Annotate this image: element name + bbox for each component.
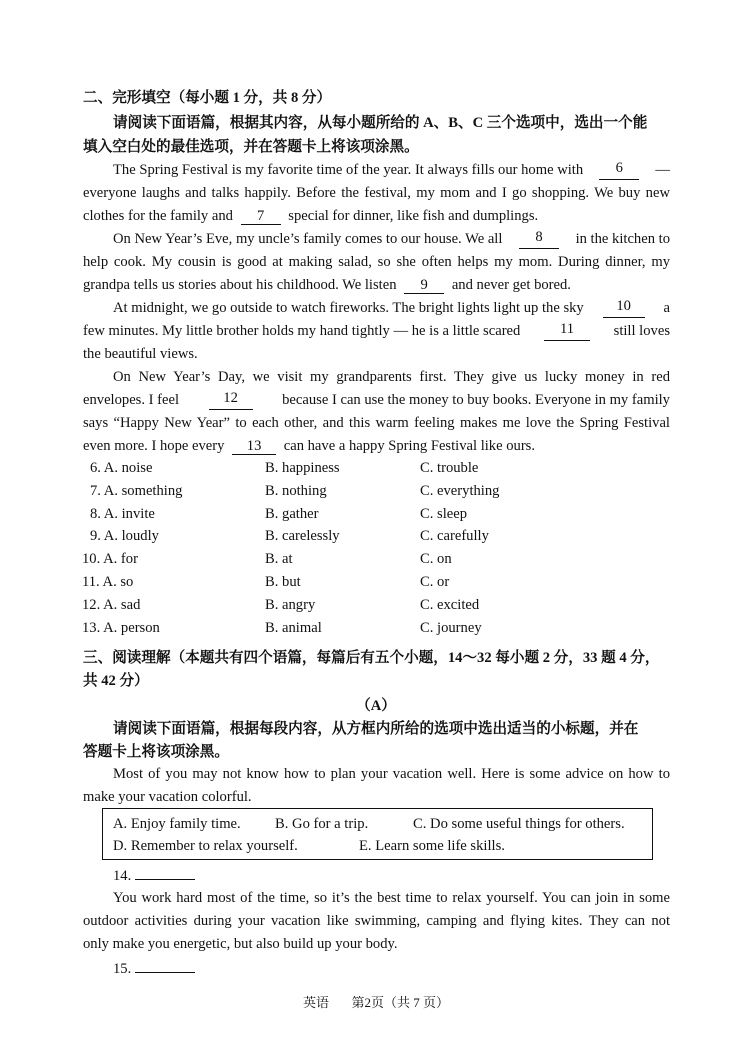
option-12-a: 12. A. sad (82, 597, 141, 613)
option-11-c: C. or (420, 574, 450, 590)
passage-line: On New Year’s Day, we visit my grandparents first. They give us lucky money in red (113, 369, 670, 385)
section-heading-reading-cont: 共 42 分） (83, 673, 149, 689)
question-15 (113, 958, 195, 979)
blank-10: 10 (603, 298, 645, 318)
passage-line (83, 436, 535, 456)
question-number: 14. (113, 868, 132, 884)
option-7-a: 7. A. something (90, 483, 183, 499)
box-option-e: E. Learn some life skills. (359, 838, 505, 854)
option-9-c: C. carefully (420, 528, 489, 544)
passage-line: help cook. My cousin is good at making salad, so she often helps my mom. During dinner, my (83, 254, 670, 270)
passage-text: a (663, 300, 670, 316)
option-12-b: B. angry (265, 597, 316, 613)
passage-line (83, 275, 571, 295)
box-option-d: D. Remember to relax yourself. (113, 838, 298, 854)
footer-page-number: 第2页（共 7 页） (351, 995, 450, 1010)
option-6-b: B. happiness (265, 460, 340, 476)
option-10-b: B. at (265, 551, 293, 567)
reading-intro-line: Most of you may not know how to plan your vacation well. Here is some advice on how to (113, 766, 670, 782)
option-8-c: C. sleep (420, 506, 468, 522)
option-8-b: B. gather (265, 506, 319, 522)
reading-instruction-line-2: 答题卡上将该项涂黑。 (83, 744, 229, 760)
blank-8: 8 (519, 229, 559, 249)
passage-text: clothes for the family and (83, 208, 233, 224)
part-label-a: （A） (356, 698, 396, 714)
blank-9: 9 (404, 277, 444, 294)
passage-text: grandpa tells us stories about his childhood. We listen (83, 277, 397, 293)
options-box (102, 808, 653, 860)
blank-6: 6 (599, 160, 639, 180)
passage-text: in the kitchen to (575, 231, 670, 247)
box-option-c: C. Do some useful things for others. (413, 816, 625, 832)
section-heading-cloze: 二、完形填空（每小题 1 分，共 8 分） (83, 90, 332, 106)
blank-7: 7 (241, 208, 281, 225)
passage-text: envelopes. I feel (83, 392, 180, 408)
passage-text: At midnight, we go outside to watch fireworks. The bright lights light up the sky (113, 300, 584, 316)
blank-13: 13 (232, 438, 276, 455)
passage-line: says “Happy New Year” to each other, and this warm feeling makes me love the Spring Festival (83, 415, 670, 431)
option-7-b: B. nothing (265, 483, 327, 499)
option-6-a: 6. A. noise (90, 460, 153, 476)
option-9-b: B. carelessly (265, 528, 340, 544)
answer-blank (135, 958, 195, 973)
para-14-line: only make you energetic, but also build up your body. (83, 936, 398, 952)
passage-line (83, 390, 670, 410)
passage-line: the beautiful views. (83, 346, 198, 362)
passage-text: still loves (613, 323, 670, 339)
option-11-a: 11. A. so (82, 574, 134, 590)
option-12-c: C. excited (420, 597, 480, 613)
question-14 (113, 865, 195, 886)
option-13-a: 13. A. person (82, 620, 160, 636)
para-14-line: You work hard most of the time, so it’s the best time to relax yourself. You can join in some (113, 890, 670, 906)
blank-11: 11 (544, 321, 590, 341)
passage-line (113, 160, 670, 180)
passage-line (83, 206, 538, 226)
option-7-c: C. everything (420, 483, 500, 499)
passage-text: even more. I hope every (83, 438, 225, 454)
option-13-c: C. journey (420, 620, 482, 636)
option-13-b: B. animal (265, 620, 322, 636)
passage-line (113, 229, 670, 249)
para-14-line: outdoor activities during your vacation like swimming, camping and flying kites. They can not (83, 913, 670, 929)
reading-instruction-line-1: 请阅读下面语篇，根据每段内容，从方框内所给的选项中选出适当的小标题，并在 (113, 721, 639, 737)
passage-line: everyone laughs and talks happily. Before the festival, my mom and I go shopping. We buy new (83, 185, 670, 201)
option-10-c: C. on (420, 551, 452, 567)
cloze-instruction-line-1: 请阅读下面语篇，根据其内容，从每小题所给的 A、B、C 三个选项中，选出一个能 (113, 115, 648, 131)
passage-text: special for dinner, like fish and dumplings. (288, 208, 539, 224)
option-10-a: 10. A. for (82, 551, 138, 567)
passage-text: few minutes. My little brother holds my hand tightly — he is a little scared (83, 323, 521, 339)
passage-line (113, 298, 670, 318)
passage-text: because I can use the money to buy books. Everyone in my family (282, 392, 670, 408)
cloze-instruction-line-2: 填入空白处的最佳选项，并在答题卡上将该项涂黑。 (83, 139, 419, 155)
footer-subject: 英语 (302, 995, 329, 1010)
passage-text: — (655, 162, 670, 178)
option-9-a: 9. A. loudly (90, 528, 159, 544)
passage-text: can have a happy Spring Festival like ours. (283, 438, 536, 454)
option-8-a: 8. A. invite (90, 506, 155, 522)
answer-blank (135, 865, 195, 880)
passage-text: The Spring Festival is my favorite time of the year. It always fills our home with (113, 162, 584, 178)
blank-12: 12 (209, 390, 253, 410)
page-footer (0, 994, 752, 1012)
box-option-b: B. Go for a trip. (275, 816, 369, 832)
question-number: 15. (113, 961, 132, 977)
option-6-c: C. trouble (420, 460, 479, 476)
passage-text: and never get bored. (451, 277, 571, 293)
section-heading-reading: 三、阅读理解（本题共有四个语篇，每篇后有五个小题，14～32 每小题 2 分，33 题 4 分， (83, 650, 660, 666)
box-option-a: A. Enjoy family time. (113, 816, 241, 832)
reading-intro-line: make your vacation colorful. (83, 789, 252, 805)
passage-line (83, 321, 670, 341)
passage-text: On New Year’s Eve, my uncle’s family comes to our house. We all (113, 231, 503, 247)
option-11-b: B. but (265, 574, 301, 590)
